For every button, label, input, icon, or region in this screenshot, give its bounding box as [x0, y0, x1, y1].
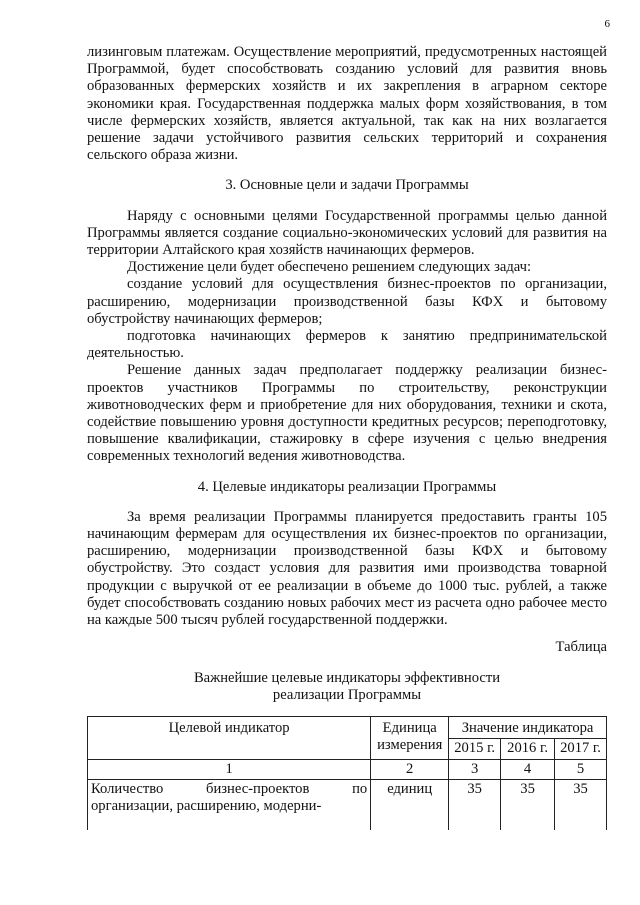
- section-3-paragraph: Решение данных задач предполагает поддержку реализации бизнес-проектов участников Программы по строительству, реконструкции животноводческих ферм и приобретение для них оборудования, техники и скота, содействие повышению уровня доступности кредитных ресурсов; переподготовку, повышение квалификации, стажировку в сфере изучения с целью внедрения современных технологий ведения животноводства.: [87, 362, 607, 465]
- section-4-paragraph: За время реализации Программы планируется предоставить гранты 105 начинающим фермерам для осуществления их бизнес-проектов по организации, расширению, модернизации производственной базы КФХ и бытовому обустройству. Это создаст условия для развития ими производства товарной продукции с выручкой от ее реализации в объеме до 1000 тыс. рублей, а также будет способствовать созданию новых рабочих мест из расчета одно рабочее место на каждые 500 тысяч рублей государственной поддержки.: [87, 508, 607, 629]
- table-label: Таблица: [555, 639, 607, 656]
- document-body: [87, 44, 607, 830]
- table-row: [88, 780, 607, 831]
- table-header-row: [88, 716, 607, 739]
- unit-cell: единиц: [371, 780, 449, 831]
- header-unit: Единица измерения: [371, 716, 449, 759]
- section-3-paragraph: Наряду с основными целями Государственной программы целью данной Программы является создание социально-экономических условий для развития на территории Алтайского края хозяйств начинающих фермеров.: [87, 207, 607, 259]
- column-number: 4: [501, 759, 555, 779]
- column-numbers-row: [88, 759, 607, 779]
- header-year: 2015 г.: [449, 739, 501, 760]
- page-number: 6: [604, 18, 610, 30]
- section-4-heading: 4. Целевые индикаторы реализации Программы: [197, 478, 497, 495]
- indicators-table: [87, 716, 607, 830]
- header-indicator: Целевой индикатор: [88, 716, 371, 759]
- column-number: 2: [371, 759, 449, 779]
- section-3-paragraph: Достижение цели будет обеспечено решением следующих задач:: [127, 259, 532, 276]
- column-number: 5: [555, 759, 607, 779]
- column-number: 1: [88, 759, 371, 779]
- paragraph-intro: лизинговым платежам. Осуществление мероприятий, предусмотренных настоящей Программой, будет способствовать созданию условий для развития вновь образованных фермерских хозяйств и их закрепления в аграрном секторе экономики края. Государственная поддержка малых форм хозяйствования, в том числе фермерских хозяйств, является актуальной, так как на них возлагается решение задачи устойчивого развития сельских территорий и сохранения сельского образа жизни.: [87, 44, 607, 164]
- header-year: 2017 г.: [555, 739, 607, 760]
- section-3-paragraph: подготовка начинающих фермеров к занятию предпринимательской деятельностью.: [87, 328, 607, 362]
- table-title-line: Важнейшие целевые индикаторы эффективности: [193, 669, 501, 686]
- table-title-line: реализации Программы: [272, 686, 422, 703]
- indicator-cell: Количество бизнес-проектов по организации, расширению, модерни-: [88, 780, 371, 831]
- value-cell: 35: [449, 780, 501, 831]
- column-number: 3: [449, 759, 501, 779]
- value-cell: 35: [555, 780, 607, 831]
- value-cell: 35: [501, 780, 555, 831]
- header-value: Значение индикатора: [449, 716, 607, 739]
- section-3-heading: 3. Основные цели и задачи Программы: [225, 177, 469, 194]
- header-year: 2016 г.: [501, 739, 555, 760]
- table-title: [87, 670, 607, 704]
- section-3-paragraph: создание условий для осуществления бизнес-проектов по организации, расширению, модернизации производственной базы КФХ и бытовому обустройству начинающих фермеров;: [87, 276, 607, 327]
